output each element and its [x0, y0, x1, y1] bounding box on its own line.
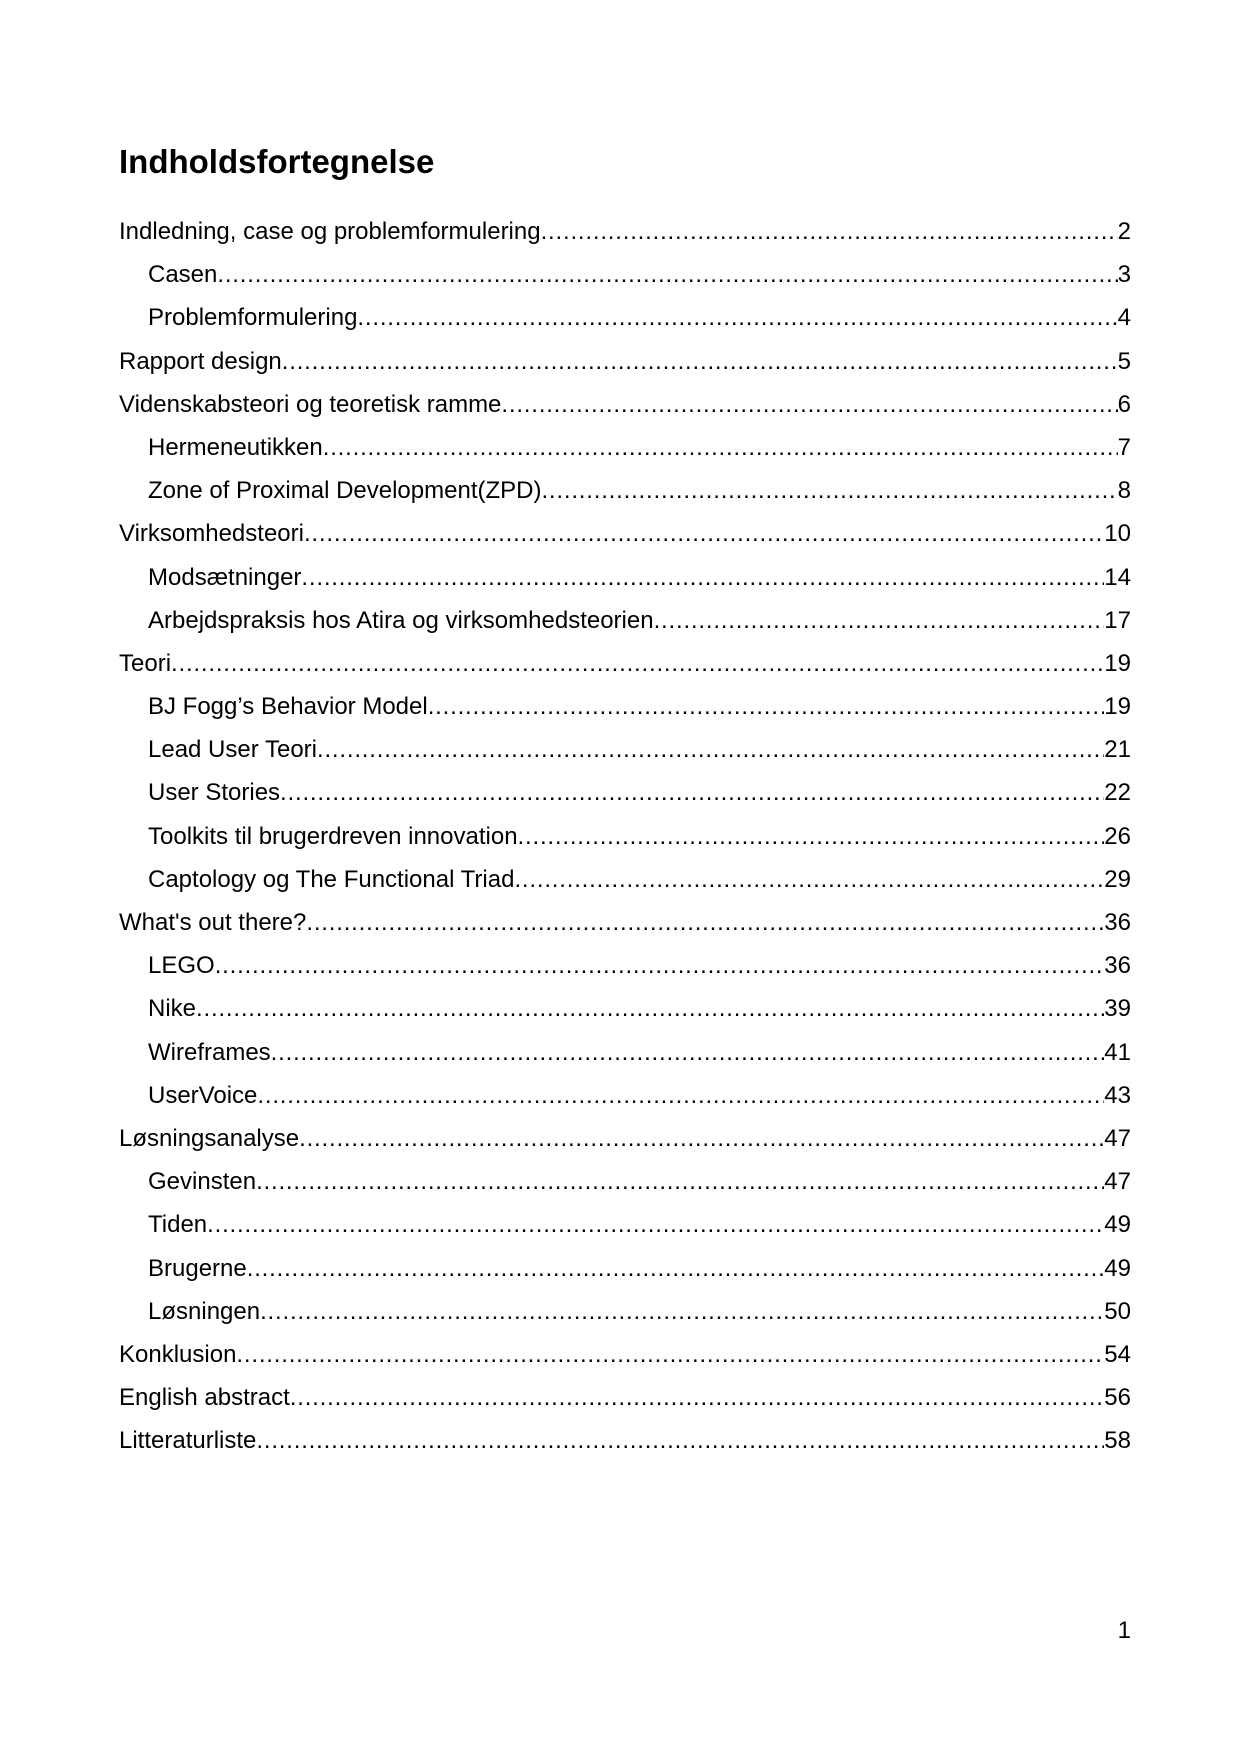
toc-dot-leader: [306, 901, 1104, 944]
toc-entry-title: Gevinsten: [148, 1168, 257, 1196]
toc-entry-page-number: 8: [1117, 477, 1131, 505]
toc-entry-title: Indledning, case og problemformulering: [119, 218, 541, 245]
toc-entry-page-number: 2: [1117, 218, 1131, 245]
toc-entry-title: Løsningen: [148, 1297, 261, 1325]
toc-dot-leader: [247, 1247, 1105, 1290]
toc-subentry[interactable]: [119, 815, 1131, 858]
toc-dot-leader: [236, 1333, 1104, 1376]
toc-dot-leader: [501, 383, 1117, 426]
toc-entry[interactable]: [119, 1376, 1131, 1419]
toc-dot-leader: [518, 815, 1105, 858]
toc-dot-leader: [299, 1117, 1104, 1160]
toc-entry-page-number: 39: [1104, 995, 1131, 1023]
toc-entry[interactable]: [119, 340, 1131, 383]
toc-entry-page-number: 3: [1117, 261, 1131, 289]
toc-dot-leader: [317, 728, 1104, 771]
toc-entry-title: Virksomhedsteori: [119, 520, 304, 548]
toc-subentry[interactable]: [119, 253, 1131, 296]
toc-subentry[interactable]: [119, 1290, 1131, 1333]
toc-dot-leader: [357, 296, 1117, 339]
toc-dot-leader: [257, 1074, 1104, 1117]
toc-subentry[interactable]: [119, 944, 1131, 987]
toc-subentry[interactable]: [119, 771, 1131, 814]
toc-dot-leader: [428, 685, 1105, 728]
toc-entry-title: BJ Fogg’s Behavior Model: [148, 693, 428, 721]
toc-dot-leader: [282, 340, 1118, 383]
toc-entry[interactable]: [119, 642, 1131, 685]
toc-entry-page-number: 22: [1104, 779, 1131, 807]
toc-subentry[interactable]: [119, 858, 1131, 901]
toc-dot-leader: [290, 1376, 1105, 1419]
page-number: 1: [1117, 1617, 1131, 1644]
toc-subentry[interactable]: [119, 426, 1131, 469]
toc-entry-title: Løsningsanalyse: [119, 1124, 300, 1152]
toc-entry[interactable]: [119, 1117, 1131, 1160]
toc-dot-leader: [323, 426, 1118, 469]
toc-entry-title: UserVoice: [148, 1081, 258, 1109]
toc-entry-page-number: 21: [1104, 736, 1131, 764]
toc-entry-page-number: 54: [1104, 1340, 1131, 1368]
toc-subentry[interactable]: [119, 987, 1131, 1030]
toc-entry-page-number: 26: [1104, 822, 1131, 850]
toc-subentry[interactable]: [119, 685, 1131, 728]
toc-dot-leader: [541, 210, 1118, 253]
toc-subentry[interactable]: [119, 1247, 1131, 1290]
toc-entry[interactable]: [119, 512, 1131, 555]
toc-entry-title: Arbejdspraksis hos Atira og virksomhedsteorien: [148, 606, 654, 634]
toc-subentry[interactable]: [119, 599, 1131, 642]
toc-heading: Indholdsfortegnelse: [119, 143, 435, 180]
toc-entry-title: Tiden: [148, 1211, 208, 1239]
toc-dot-leader: [271, 1031, 1105, 1074]
toc-dot-leader: [196, 987, 1104, 1030]
toc-entry-title: Modsætninger: [148, 563, 302, 591]
toc-entry-title: Casen: [148, 261, 218, 289]
toc-entry-title: Hermeneutikken: [148, 433, 323, 461]
toc-subentry[interactable]: [119, 728, 1131, 771]
toc-dot-leader: [280, 771, 1104, 814]
toc-entry[interactable]: [119, 210, 1131, 253]
toc-entry-page-number: 47: [1104, 1124, 1131, 1152]
toc-entry-page-number: 47: [1104, 1168, 1131, 1196]
toc-entry-page-number: 49: [1104, 1254, 1131, 1282]
toc-entry-page-number: 36: [1104, 909, 1131, 936]
toc-entry-title: Wireframes: [148, 1038, 271, 1066]
toc-dot-leader: [301, 556, 1104, 599]
toc-entry-page-number: 19: [1104, 693, 1131, 721]
toc-entry-page-number: 10: [1104, 520, 1131, 548]
toc-entry-page-number: 14: [1104, 563, 1131, 591]
toc-dot-leader: [215, 944, 1105, 987]
toc-entry-title: Brugerne: [148, 1254, 247, 1282]
toc-subentry[interactable]: [119, 1074, 1131, 1117]
toc-entry-title: Toolkits til brugerdreven innovation: [148, 822, 518, 850]
toc-entry-title: English abstract: [119, 1384, 290, 1412]
toc-dot-leader: [514, 858, 1104, 901]
toc-entry[interactable]: [119, 901, 1131, 944]
toc-entry-title: Konklusion: [119, 1340, 237, 1368]
toc-entry-page-number: 17: [1104, 606, 1131, 634]
toc-entry[interactable]: [119, 1419, 1131, 1462]
toc-entry-page-number: 19: [1104, 649, 1131, 677]
toc-dot-leader: [207, 1203, 1104, 1246]
toc-dot-leader: [171, 642, 1104, 685]
toc-entry-page-number: 43: [1104, 1081, 1131, 1109]
toc-subentry[interactable]: [119, 1031, 1131, 1074]
toc-entry-page-number: 41: [1104, 1038, 1131, 1066]
toc-entry-title: Nike: [148, 995, 197, 1023]
toc-dot-leader: [541, 469, 1117, 512]
toc-subentry[interactable]: [119, 1203, 1131, 1246]
toc-entry-title: User Stories: [148, 779, 281, 807]
toc-dot-leader: [304, 512, 1104, 555]
toc-entry-page-number: 7: [1117, 433, 1131, 461]
toc-entry[interactable]: [119, 1333, 1131, 1376]
toc-entry-title: Teori: [119, 649, 172, 677]
toc-dot-leader: [256, 1419, 1104, 1462]
toc-subentry[interactable]: [119, 1160, 1131, 1203]
toc-entry-page-number: 56: [1104, 1384, 1131, 1412]
toc-entry-title: LEGO: [148, 952, 215, 980]
toc-entry-title: Litteraturliste: [119, 1427, 257, 1455]
toc-subentry[interactable]: [119, 556, 1131, 599]
toc-entry-page-number: 29: [1104, 865, 1131, 893]
toc-entry-page-number: 4: [1117, 304, 1131, 332]
toc-entry-title: Lead User Teori: [148, 736, 317, 764]
toc-entry-page-number: 6: [1117, 390, 1131, 418]
toc-entry-title: Problemformulering: [148, 304, 358, 332]
toc-dot-leader: [654, 599, 1105, 642]
toc-entry-title: Videnskabsteori og teoretisk ramme: [119, 390, 502, 418]
toc-subentry[interactable]: [119, 469, 1131, 512]
toc-entry-page-number: 50: [1104, 1297, 1131, 1325]
table-of-contents: [119, 210, 1131, 1462]
toc-dot-leader: [256, 1160, 1104, 1203]
toc-entry-page-number: 49: [1104, 1211, 1131, 1239]
toc-entry-title: Rapport design: [119, 347, 282, 375]
toc-entry-page-number: 58: [1104, 1427, 1131, 1455]
toc-entry-title: Captology og The Functional Triad: [148, 865, 515, 893]
toc-dot-leader: [260, 1290, 1104, 1333]
toc-entry[interactable]: [119, 383, 1131, 426]
toc-entry-title: What's out there?: [119, 909, 307, 936]
toc-subentry[interactable]: [119, 296, 1131, 339]
toc-entry-title: Zone of Proximal Development(ZPD): [148, 477, 542, 505]
toc-dot-leader: [217, 253, 1117, 296]
toc-entry-page-number: 5: [1117, 347, 1131, 375]
toc-entry-page-number: 36: [1104, 952, 1131, 980]
